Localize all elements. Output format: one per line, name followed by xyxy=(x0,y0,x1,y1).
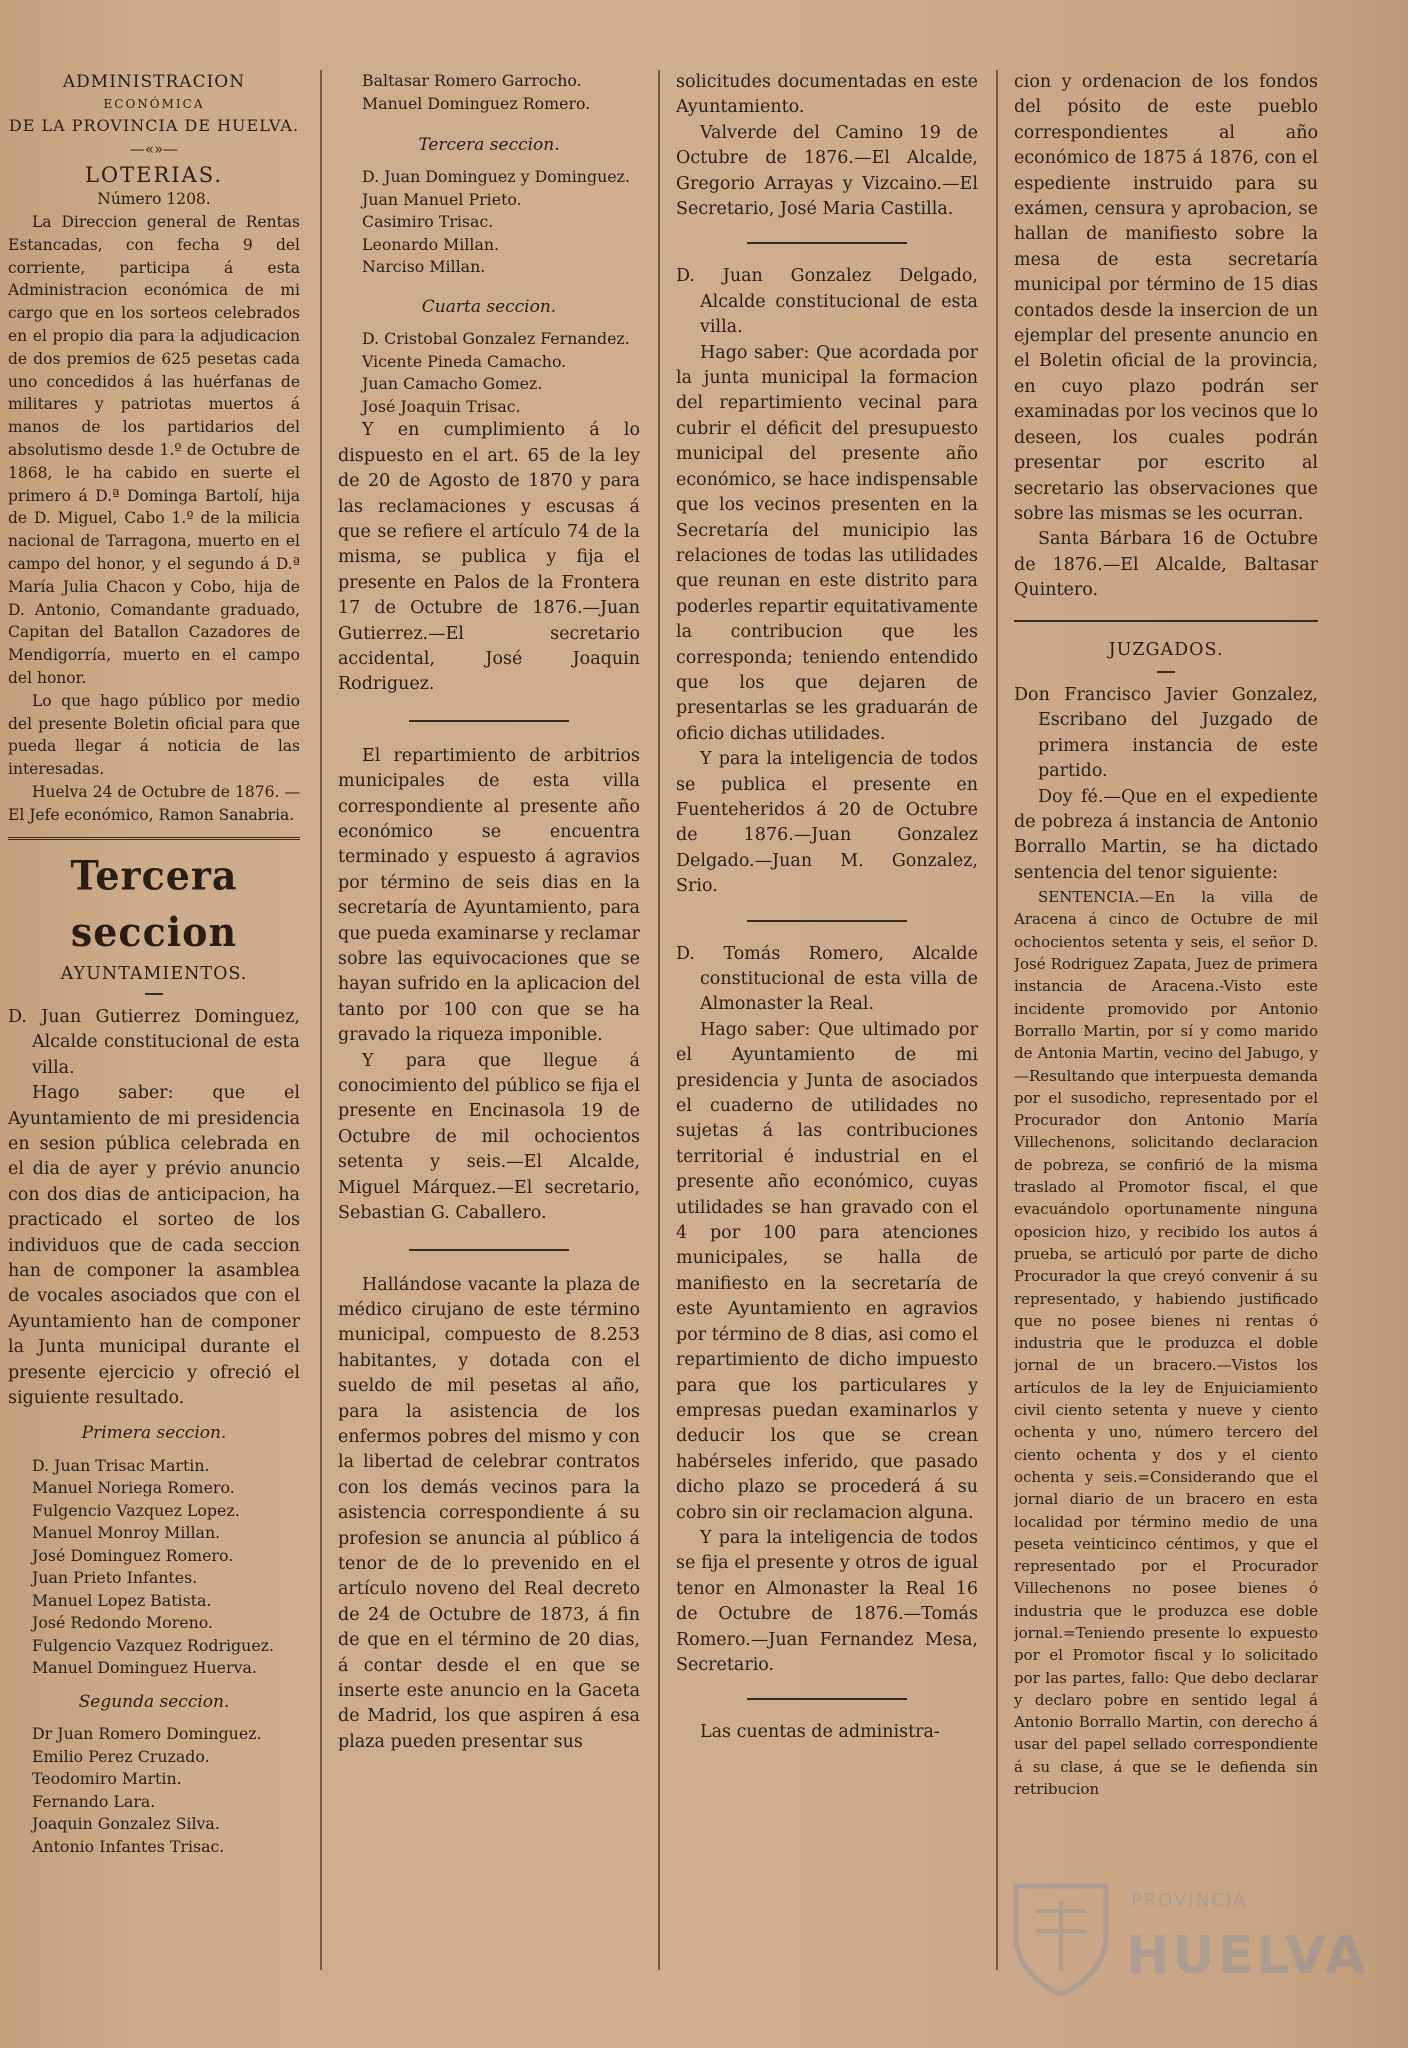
signature: Y para la inteligencia de todos se fija el presente y otros de igual tenor en Almonaster la Real 16 de Octubre de 1876.—Tomás Romero.—Juan Fernandez Mesa, Secretario. xyxy=(676,1527,978,1675)
signature: Santa Bárbara 16 de Octubre de 1876.—El Alcalde, Baltasar Quintero. xyxy=(1014,529,1318,601)
section-header-province: DE LA PROVINCIA DE HUELVA. xyxy=(8,116,300,136)
name-item: Antonio Infantes Trisac. xyxy=(32,1836,225,1856)
name-item: Manuel Monroy Millan. xyxy=(32,1523,221,1543)
column-rule xyxy=(658,70,660,1970)
column-4 xyxy=(1014,70,1318,2030)
watermark-provincia: PROVINCIA xyxy=(1131,1890,1248,1911)
paragraph: solicitudes documentadas en este Ayuntamiento. xyxy=(676,72,978,118)
name-item: Manuel Lopez Batista. xyxy=(32,1590,212,1610)
seccion-heading: Primera seccion. xyxy=(81,1423,227,1444)
sentencia-text: SENTENCIA.—En la villa de Aracena á cinco de Octubre de mil ochocientos setenta y seis, el señor D. José Rodriguez Zapata, Juez de primera instancia de Aracena.-Visto este incidente promovido por Antonio Borrallo Martin, por sí y como marido de Antonia Martin, vecino del Jabugo, y—Resultando que interpuesta demanda por el susodicho, representado por el Procurador don Antonio María Villechenons, solicitando declaracion de pobreza, se confirió de la misma traslado al Promotor fiscal, el que evacuándolo oportunamente ninguna oposicion hizo, y recibido los autos á prueba, se articuló por parte de dicho Procurador la que creyó convenir á su representado, y habiendo justificado que no posee bienes ni rentas ó industria que le produzca el doble jornal de un bracero.—Vistos los artículos de la ley de Enjuiciamiento civil ciento setenta y nueve y ciento ochenta y uno, número tercero del ciento ochenta y dos y el ciento ochenta y seis.=Considerando que el jornal diario de un bracero en esta localidad por término medio de una peseta veinticinco céntimos, y que el representado por el Procurador Villechenons no posee bienes ó industria que le produzca ese doble jornal.=Teniendo presente lo expuesto por el Promotor fiscal y lo solicitado por las partes, fallo: Que debo declarar y declaro pobre en sentido legal á Antonio Borrallo Martin, con derecho á usar del papel sellado correspondiente á su clase, á que se le defienda sin retribucion xyxy=(1014,888,1318,1799)
seccion-heading: Cuarta seccion. xyxy=(421,296,557,317)
divider xyxy=(1014,620,1318,622)
divider xyxy=(409,720,569,722)
paragraph: Y en cumplimiento á lo dispuesto en el art. 65 de la ley de 20 de Agosto de 1870 y para las reclamaciones y escusas á que se refiere el artículo 74 de la misma, se publica y fija el presente en Palos de la Frontera 17 de Octubre de 1876.—Juan Gutierrez.—El secretario accidental, José Joaquin Rodriguez. xyxy=(338,420,640,695)
signature: Valverde del Camino 19 de Octubre de 1876.—El Alcalde, Gregorio Arrayas y Vizcaino.—El Secretario, José Maria Castilla. xyxy=(676,122,978,220)
sentencia-block xyxy=(1014,886,1318,1800)
paragraph: Hallándose vacante la plaza de médico cirujano de este término municipal, compuesto de 8.253 habitantes, y dotada con el sueldo de mil pesetas al año, para la asistencia de los enfermos pobres del mismo y con la libertad de celebrar contratos con los demás vecinos para la asistencia correspondiente á su profesion se anuncia al público á tenor de de lo prevenido en el artículo noveno del Real decreto de 24 de Octubre de 1873, á fin de que en el término de 20 dias, á contar desde el en que se inserte este anuncio en la Gaceta de Madrid, los que aspiren á esa plaza pueden presentar sus xyxy=(338,1274,640,1752)
name-item: Joaquin Gonzalez Silva. xyxy=(32,1814,220,1834)
column-rule xyxy=(996,70,998,1970)
signature: Y para la inteligencia de todos se publica el presente en Fuenteheridos á 20 de Octubre de 1876.—Juan Gonzalez Delgado.—Juan M. Gonzalez, Srio. xyxy=(676,749,978,897)
name-item: Fulgencio Vazquez Rodriguez. xyxy=(32,1635,275,1655)
name-item: Juan Camacho Gomez. xyxy=(362,374,543,394)
divider xyxy=(409,1249,569,1251)
name-item: Baltasar Romero Garrocho. xyxy=(362,71,582,90)
name-item: Emilio Perez Cruzado. xyxy=(32,1746,210,1766)
name-item: Fulgencio Vazquez Lopez. xyxy=(32,1500,240,1520)
paragraph: Las cuentas de administra- xyxy=(700,1722,940,1743)
paragraph: Hago saber: Que acordada por la junta municipal la formacion del repartimiento vecinal para cubrir el déficit del presupuesto municipal del presente año económico, se hace indispensable que los vecinos presenten en la Secretaría del municipio las relaciones de todas las utilidades que reunan en este distrito para poderles repartir equitativamente la contribucion que les corresponda; teniendo entendido que los que dejaren de presentarlas se les graduarán de oficio dichas utilidades. xyxy=(676,342,978,744)
shield-icon xyxy=(1006,1876,1116,1996)
name-item: Manuel Dominguez Huerva. xyxy=(32,1658,257,1678)
paragraph: Lo que hago público por medio del presente Boletin oficial para que pueda llegar á noticia de las interesadas. xyxy=(8,691,300,779)
name-list xyxy=(8,1455,300,1680)
name-item: Fernando Lara. xyxy=(32,1791,156,1811)
name-list xyxy=(338,70,640,115)
divider xyxy=(8,837,300,840)
column-1 xyxy=(8,70,300,2030)
paragraph: Hago saber: que el Ayuntamiento de mi presidencia en sesion pública celebrada en el dia de ayer y prévio anuncio con dos dias de anticipacion, ha practicado el sorteo de los individuos que de cada seccion han de componer la asamblea de vocales asociados que con el Ayuntamiento han de componer la Junta municipal durante el presente ejercicio y ofreció el siguiente resultado. xyxy=(8,1083,300,1409)
watermark-text: HUELVA xyxy=(1126,1926,1369,1986)
watermark xyxy=(1006,1876,1369,1998)
paragraph: cion y ordenacion de los fondos del pósito de este pueblo correspondientes al año económico de 1875 á 1876, con el espediente instruido para su exámen, censura y aprobacion, se hallan de manifiesto sobre la mesa de esta secretaría municipal por término de 15 dias contados desde la insercion de un ejemplar del presente anuncio en el Boletin oficial de la provincia, en cuyo plazo podrán ser examinadas por los vecinos que lo deseen, los cuales podrán presentar por escrito al secretario las observaciones que sobre las mismas se les ocurran. xyxy=(1014,72,1318,524)
divider xyxy=(747,1698,907,1700)
name-item: Dr Juan Romero Dominguez. xyxy=(32,1724,262,1744)
announcer: D. Juan Gutierrez Dominguez, Alcalde constitucional de esta villa. xyxy=(8,1006,300,1078)
divider xyxy=(747,920,907,922)
name-item: José Joaquin Trisac. xyxy=(362,396,521,416)
paragraph: El repartimiento de arbitrios municipales de esta villa correspondiente al presente año económico se encuentra terminado y espuesto á agravios por término de seis dias en la secretaría de Ayuntamiento, para que pueda examinarse y reclamar sobre las equivocaciones que se hayan sufrido en la aplicacion del tanto por 100 con que se ha gravado la riqueza imponible. xyxy=(338,745,640,1046)
announcer: D. Juan Gonzalez Delgado, Alcalde constitucional de esta villa. xyxy=(676,266,978,338)
name-item: Casimiro Trisac. xyxy=(362,212,494,232)
name-list xyxy=(338,328,640,418)
paragraph: Y para que llegue á conocimiento del público se fija el presente en Encinasola 19 de Octubre de mil ochocientos setenta y seis.—El Alcalde, Miguel Márquez.—El secretario, Sebastian G. Caballero. xyxy=(338,1050,640,1224)
seccion-heading: Segunda seccion. xyxy=(78,1691,230,1712)
juzgados-heading: JUZGADOS. xyxy=(1108,639,1224,660)
announcer: Don Francisco Javier Gonzalez, Escribano del Juzgado de primera instancia de este partido. xyxy=(1014,684,1318,782)
name-list xyxy=(338,166,640,279)
name-item: Vicente Pineda Camacho. xyxy=(362,351,567,371)
seccion-heading: Tercera seccion. xyxy=(418,135,560,155)
name-item: D. Juan Dominguez y Dominguez. xyxy=(362,167,630,187)
name-item: Manuel Dominguez Romero. xyxy=(362,93,591,113)
name-item: Juan Manuel Prieto. xyxy=(362,189,522,209)
column-2 xyxy=(338,70,640,2030)
name-item: Juan Prieto Infantes. xyxy=(32,1568,198,1588)
column-rule xyxy=(320,70,322,1970)
name-item: José Dominguez Romero. xyxy=(32,1545,234,1565)
ornament: —«»— xyxy=(129,139,179,158)
column-3 xyxy=(676,70,978,2030)
announcer: D. Tomás Romero, Alcalde constitucional de esta villa de Almonaster la Real. xyxy=(676,943,978,1015)
divider xyxy=(747,242,907,244)
name-item: D. Juan Trisac Martin. xyxy=(32,1455,210,1475)
divider xyxy=(145,993,163,995)
paragraph: Doy fé.—Que en el expediente de pobreza á instancia de Antonio Borrallo Martin, se ha dictado sentencia del tenor siguiente: xyxy=(1014,786,1318,883)
name-item: José Redondo Moreno. xyxy=(32,1613,214,1633)
paragraph: Hago saber: Que ultimado por el Ayuntamiento de mi presidencia y Junta de asociados el cuaderno de utilidades no sujetas á las contribuciones territorial é industrial en el presente año económico, cuyas utilidades se han gravado con el 4 por 100 para atenciones municipales, se halla de manifiesto en la secretaría de este Ayuntamiento en agravios por término de 8 dias, asi como el repartimiento de dicho impuesto para que los particulares y empresas puedan examinarlos y deducir los que se crean habérseles inferido, que pasado dicho plazo se procederá á su cobro sin oir reclamacion alguna. xyxy=(676,1019,978,1523)
loterias-heading: LOTERIAS. xyxy=(84,162,224,187)
numero-label: Número 1208. xyxy=(97,190,211,209)
name-item: D. Cristobal Gonzalez Fernandez. xyxy=(362,329,630,349)
name-list xyxy=(8,1723,300,1858)
tercera-seccion-title: Tercera seccion xyxy=(70,851,238,955)
name-item: Narciso Millan. xyxy=(362,257,486,277)
ayuntamientos-heading: AYUNTAMIENTOS. xyxy=(60,963,248,984)
paragraph: La Direccion general de Rentas Estancadas, con fecha 9 del corriente, participa á esta Administracion económica de mi cargo que en los sorteos celebrados en el propio dia para la adjudicacion de dos premios de 625 pesetas cada uno concedidos á las huérfanas de militares y patriotas muertos á manos de los partidarios del absolutismo desde 1.º de Octubre de 1868, le ha cabido en suerte el primero á D.ª Dominga Bartolí, hija de D. Miguel, Cabo 1.º de la milicia nacional de Tarragona, muerto en el campo del honor, y el segundo á D.ª María Julia Chacon y Cobo, hija de D. Antonio, Comandante graduado, Capitan del Batallon Cazadores de Mendigorría, muerto en el campo del honor. xyxy=(8,213,300,687)
name-item: Teodomiro Martin. xyxy=(32,1769,182,1789)
signature: Huelva 24 de Octubre de 1876. —El Jefe económico, Ramon Sanabria. xyxy=(8,782,300,824)
section-subheader: ECONÓMICA xyxy=(103,97,205,112)
section-header: ADMINISTRACION xyxy=(62,72,246,92)
name-item: Leonardo Millan. xyxy=(362,234,500,254)
name-item: Manuel Noriega Romero. xyxy=(32,1478,235,1498)
divider xyxy=(1157,671,1175,673)
